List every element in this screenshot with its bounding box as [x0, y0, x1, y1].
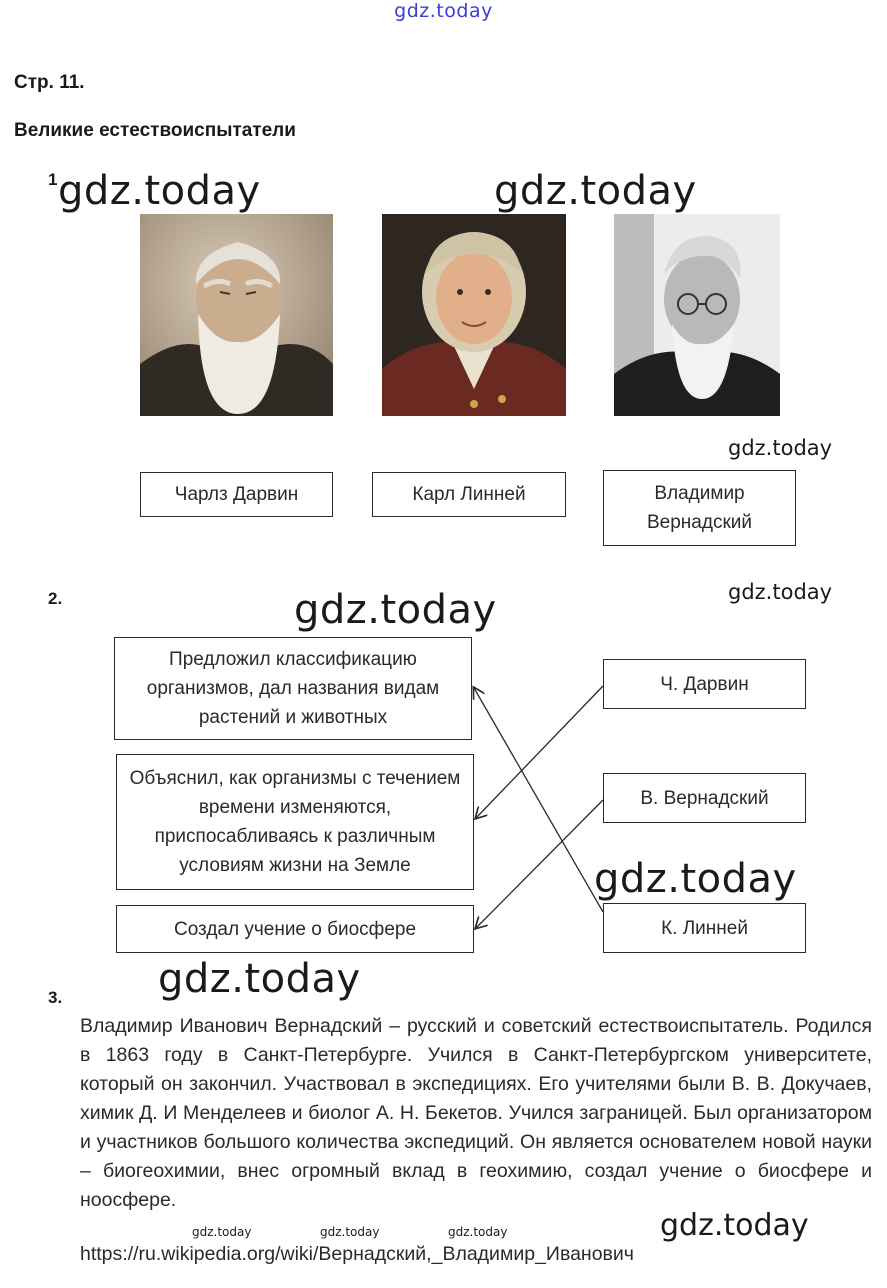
- watermark: gdz.today: [594, 856, 797, 902]
- answer-linnaeus: К. Линней: [661, 917, 748, 939]
- watermark: gdz.today: [660, 1208, 809, 1243]
- watermark-top: gdz.today: [394, 0, 493, 22]
- page-number: Стр. 11.: [14, 72, 85, 93]
- source-link[interactable]: https://ru.wikipedia.org/wiki/Вернадский,_Владимир_Иванович: [80, 1243, 634, 1265]
- description-classification: Предложил классификацию организмов, дал названия видам растений и животных: [146, 649, 440, 728]
- match-line-darwin: [476, 686, 603, 818]
- description-evolution: Объяснил, как организмы с течением времени изменяются, приспосабливаясь к различным условиям жизни на Земле: [129, 768, 461, 876]
- answer-darwin: Ч. Дарвин: [660, 673, 749, 695]
- page-title: Великие естествоиспытатели: [14, 120, 296, 141]
- name-darwin: Чарлз Дарвин: [174, 484, 299, 505]
- watermark: gdz.today: [294, 587, 497, 633]
- task3-number: 3.: [48, 988, 63, 1007]
- watermark: gdz.today: [192, 1225, 252, 1239]
- watermark: gdz.today: [494, 168, 697, 214]
- answer-vernadsky: В. Вернадский: [640, 787, 769, 809]
- name-vernadsky: Владимир Вернадский: [647, 483, 752, 533]
- match-line-vernadsky: [476, 800, 603, 928]
- task2-number: 2.: [48, 589, 63, 608]
- watermark: gdz.today: [728, 436, 833, 460]
- biography-paragraph: Владимир Иванович Вернадский – русский и советский естествоиспытатель. Родился в 1863 году в Санкт-Петербурге. Учился в Санкт-Петербургском университете, который он закончил. Участвовал в экспедициях. Его учителями были В. В. Докучаев, химик Д. И Менделеев и биолог А. Н. Бекетов. Учился заграницей. Был организатором и участников большого количества экспедиций. Он является основателем новой науки – биогеохимии, внес огромный вклад в геохимию, создал учение о биосфере и ноосфере.: [80, 1015, 872, 1211]
- watermark: gdz.today: [58, 168, 261, 214]
- watermark: gdz.today: [728, 580, 833, 604]
- watermark: gdz.today: [158, 956, 361, 1002]
- description-biosphere: Создал учение о биосфере: [173, 918, 417, 940]
- task1-number: 1: [48, 170, 58, 189]
- name-linnaeus: Карл Линней: [412, 484, 526, 505]
- watermark: gdz.today: [448, 1225, 508, 1239]
- watermark: gdz.today: [320, 1225, 380, 1239]
